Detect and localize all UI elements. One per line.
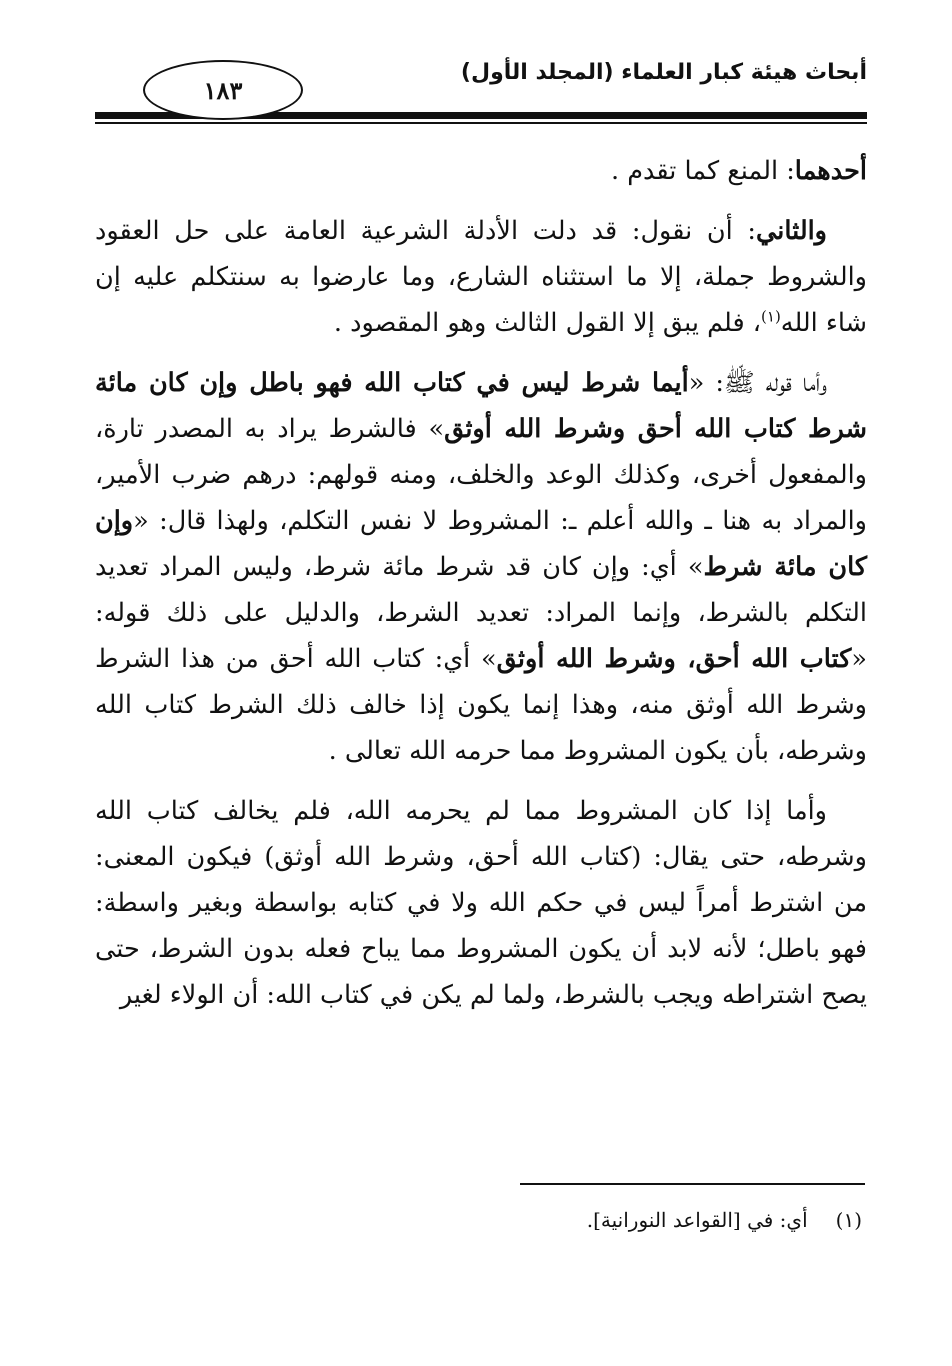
main-text <box>95 148 867 1028</box>
paragraph-1-text: : المنع كما تقدم . <box>610 156 795 186</box>
footnote-ref[interactable]: (١) <box>761 307 781 326</box>
first-opinion-label: أحدهما <box>794 156 867 186</box>
paragraph-3-text-b: » فالشرط يراد به المصدر تارة، والمفعول أخرى، وكذلك الوعد والخلف، ومنه قولهم: درهم ضرب الأمير، والمراد به هنا ـ والله أعلم ـ: المشروط لا نفس التكلم، ولهذا قال: « <box>95 414 867 536</box>
book-title: أبحاث هيئة كبار العلماء (المجلد الأول) <box>460 60 867 85</box>
header-rule-thin <box>95 122 867 124</box>
paragraph-2 <box>95 208 867 346</box>
footnote <box>587 1208 862 1232</box>
paragraph-3-text-a: وأما قوله ﷺ: « <box>688 368 827 398</box>
paragraph-3 <box>95 360 867 774</box>
paragraph-1 <box>95 148 867 194</box>
footnote-number: (١) <box>835 1208 862 1232</box>
quote-kitab-allah: كتاب الله أحق، وشرط الله أوثق <box>496 644 852 674</box>
page-number: ١٨٣ <box>143 60 303 120</box>
paragraph-3-text-c: » أي: وإن كان قد شرط مائة شرط، وليس المراد تعديد التكلم بالشرط، وإنما المراد: تعديد الشرط، والدليل على ذلك قوله: « <box>95 552 867 674</box>
second-opinion-label: والثاني <box>756 216 827 246</box>
paragraph-4-text: وأما إذا كان المشروط مما لم يحرمه الله، فلم يخالف كتاب الله وشرطه، حتى يقال: (كتاب الله أحق، وشرط الله أوثق) فيكون المعنى: من اشترط أمراً ليس في حكم الله ولا في كتابه بواسطة وبغير واسطة: فهو باطل؛ لأنه لابد أن يكون المشروط مما يباح فعله بدون الشرط، حتى يصح اشتراطه ويجب بالشرط، ولما لم يكن في كتاب الله: أن الولاء لغير <box>95 796 867 1010</box>
paragraph-3-text-d: » أي: كتاب الله أحق من هذا الشرط وشرط الله أوثق منه، وهذا إنما يكون إذا خالف ذلك الشرط كتاب الله وشرطه، بأن يكون المشروط مما حرمه الله تعالى . <box>95 644 867 766</box>
footnote-text: أي: في [القواعد النورانية]. <box>586 1208 808 1232</box>
hadith-quote: أيما شرط ليس في كتاب الله فهو باطل وإن كان مائة شرط كتاب الله أحق وشرط الله أوثق <box>95 368 867 444</box>
paragraph-4 <box>95 788 867 1018</box>
page-header <box>95 52 867 128</box>
footnote-divider <box>520 1183 865 1185</box>
paragraph-2-text-a: : أن نقول: قد دلت الأدلة الشرعية العامة على حل العقود والشروط جملة، إلا ما استثناه الشارع، وما عارضوا به سنتكلم عليه إن شاء الله <box>95 216 867 338</box>
paragraph-2-text-b: ، فلم يبق إلا القول الثالث وهو المقصود . <box>333 308 762 338</box>
quote-mia-shart: وإن كان مائة شرط <box>95 506 867 582</box>
